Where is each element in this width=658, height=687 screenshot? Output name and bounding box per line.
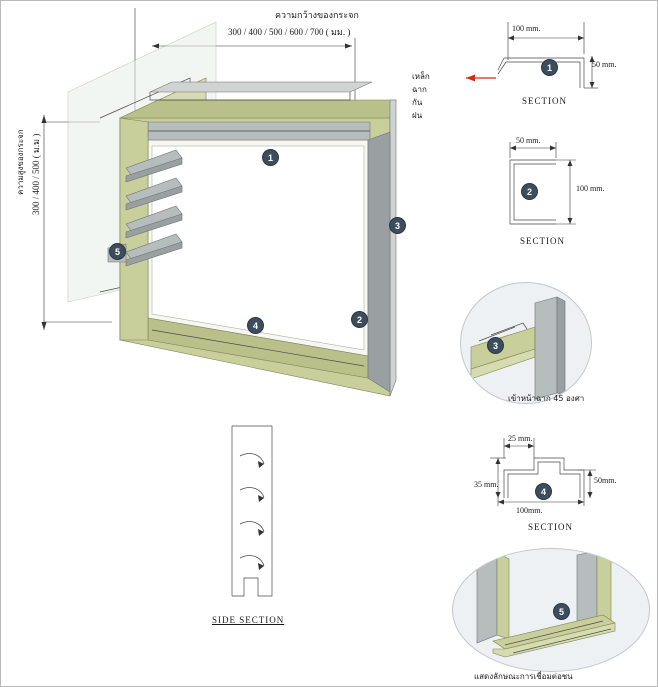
- detail-2-label: SECTION: [520, 236, 565, 246]
- detail-5-circle: [452, 548, 650, 672]
- marker-2-main[interactable]: 2: [352, 312, 367, 327]
- detail-2-section: [480, 128, 650, 258]
- left-dimension-label: 300 / 400 / 500 ( ม.ม ): [31, 133, 41, 215]
- top-caption-thai: ความกว้างของกระจก: [275, 11, 359, 21]
- side-section-label: SIDE SECTION: [212, 615, 285, 625]
- marker-2-detail[interactable]: 2: [522, 184, 537, 199]
- marker-4-main[interactable]: 4: [248, 318, 263, 333]
- detail-1-dim-top: 100 mm.: [512, 24, 541, 33]
- marker-4-detail[interactable]: 4: [536, 484, 551, 499]
- detail-3-circle: [460, 282, 592, 404]
- marker-1-main[interactable]: 1: [263, 150, 278, 165]
- detail-4-label: SECTION: [528, 522, 573, 532]
- detail-1-label: SECTION: [522, 96, 567, 106]
- detail-2-dim-right: 100 mm.: [576, 184, 605, 193]
- detail-4-dim-right: 50mm.: [594, 476, 617, 485]
- detail-5-caption-thai: แสดงลักษณะการเชื่อมต่อชน: [474, 672, 573, 681]
- marker-3-detail[interactable]: 3: [488, 338, 503, 353]
- detail-4-dim-bottom: 100mm.: [516, 506, 543, 515]
- detail-1-section: [480, 12, 650, 117]
- marker-3-main[interactable]: 3: [390, 218, 405, 233]
- left-caption-thai: ความสูงของกระจก: [16, 129, 25, 195]
- detail-4-dim-top: 25 mm.: [508, 434, 533, 443]
- marker-5-detail[interactable]: 5: [554, 604, 569, 619]
- main-isometric-drawing: [0, 0, 430, 420]
- marker-1-detail[interactable]: 1: [542, 60, 557, 75]
- top-dimension-label: 300 / 400 / 500 / 600 / 700 ( มม. ): [228, 27, 351, 37]
- detail-4-dim-left: 35 mm.: [474, 480, 499, 489]
- detail-3-caption-thai: เข้าหน้าฉาก 45 องศา: [508, 394, 585, 403]
- rain-flashing-callout-thai: เหล็กฉากกันฝน: [412, 72, 430, 120]
- marker-5-main[interactable]: 5: [110, 244, 125, 259]
- detail-4-section: [460, 428, 650, 538]
- detail-1-dim-right: 50 mm.: [592, 60, 617, 69]
- main-drawing-svg: [0, 0, 430, 420]
- detail-2-dim-top: 50 mm.: [516, 136, 541, 145]
- side-section-drawing: [200, 420, 360, 640]
